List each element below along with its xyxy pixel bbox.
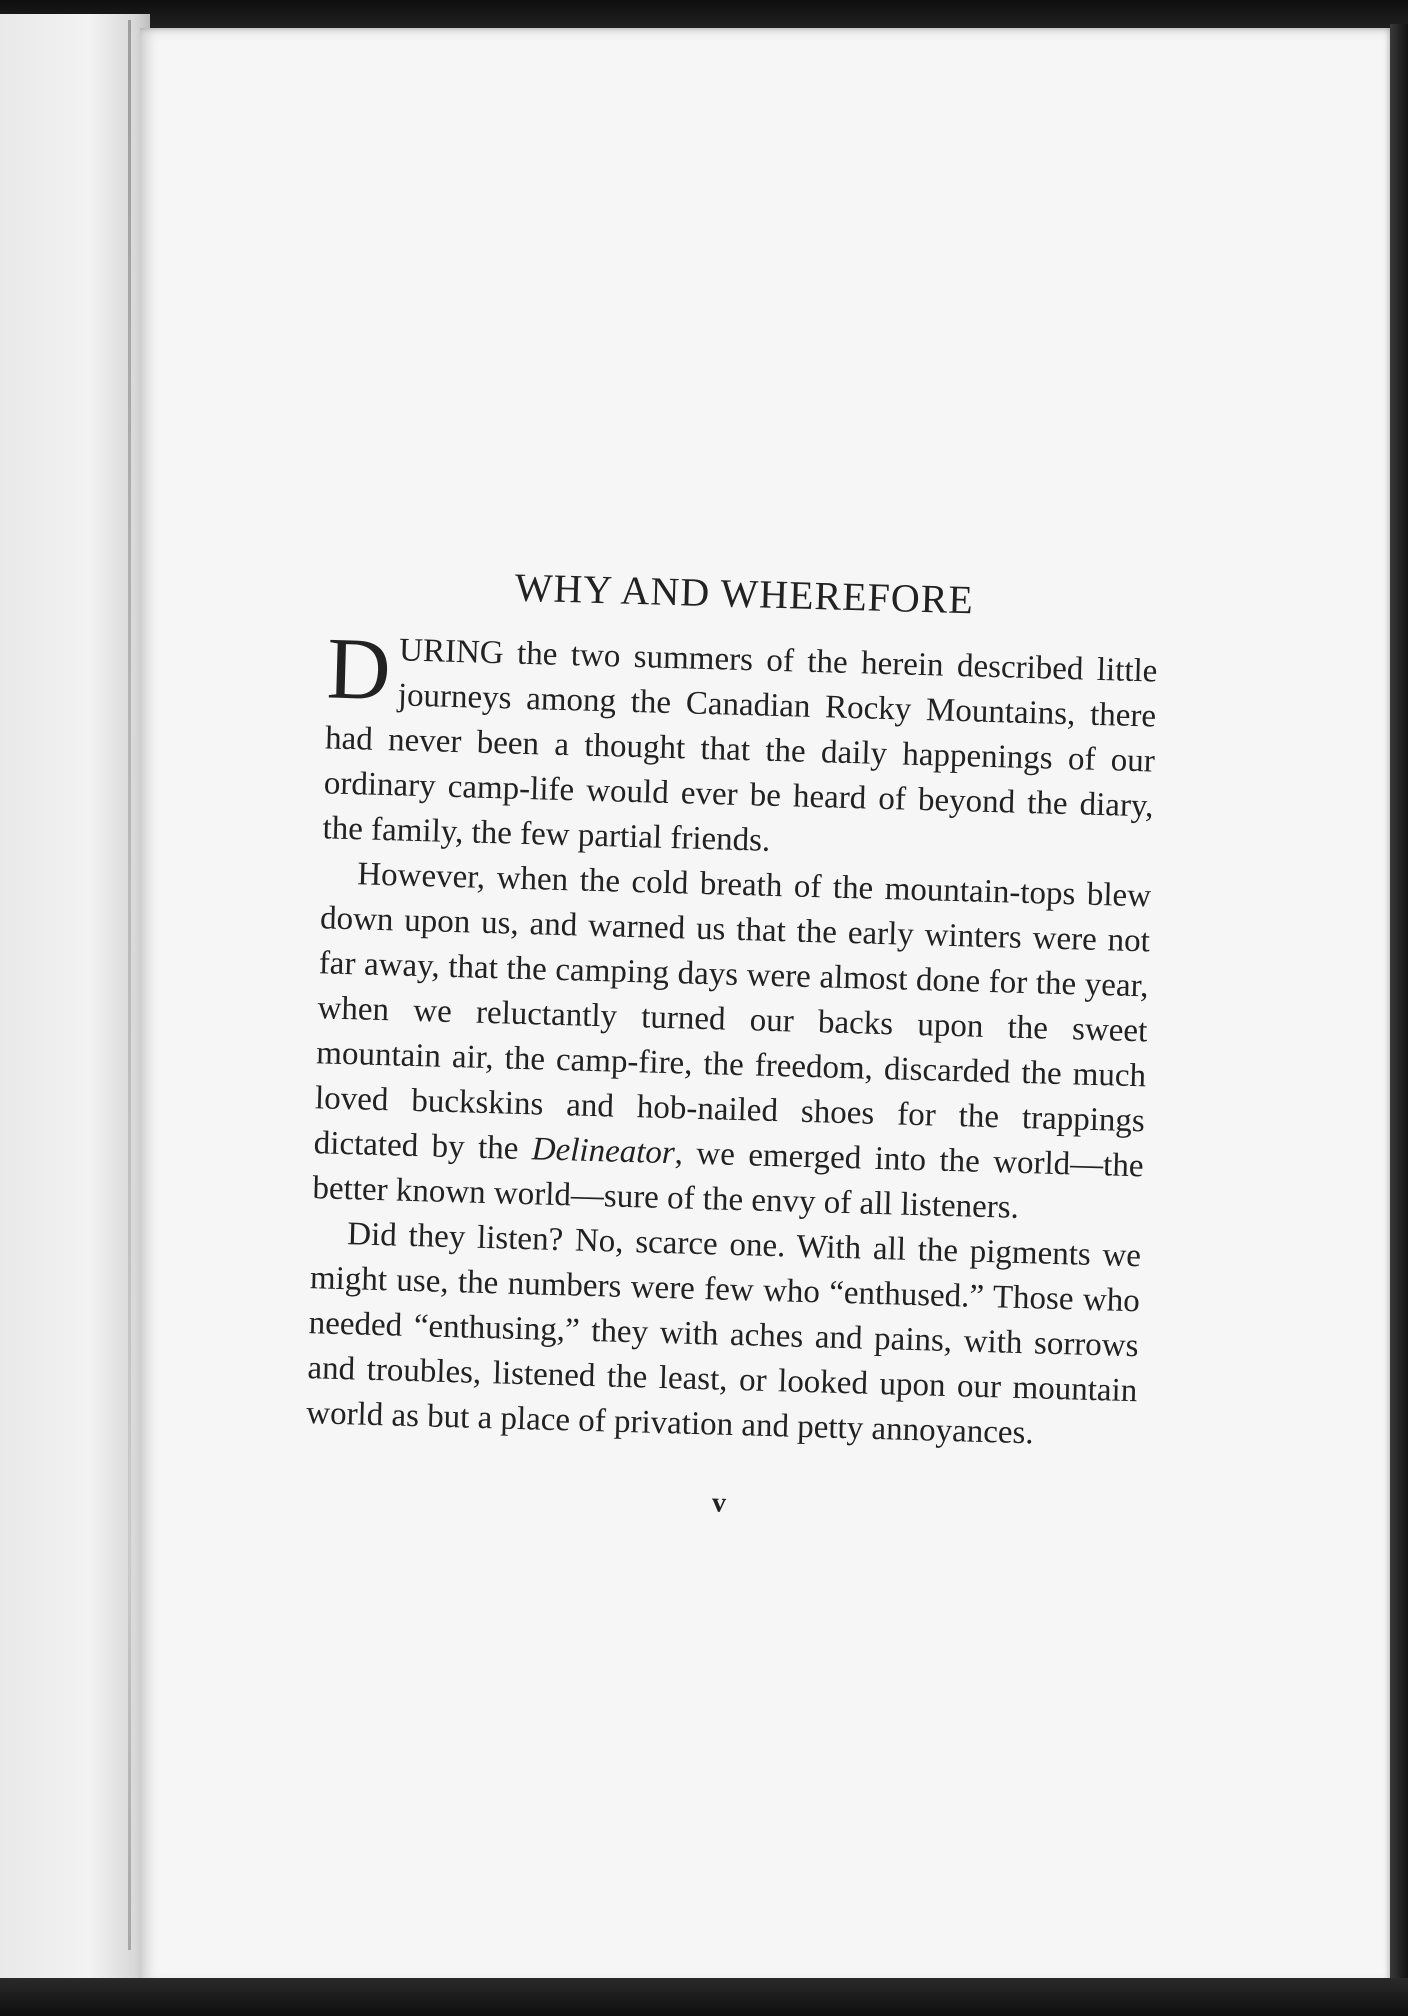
gutter-shadow (128, 20, 131, 1950)
scan-right-border (1390, 24, 1408, 1984)
scan-bottom-border (0, 1978, 1408, 2016)
paragraph-2-italic: Delineator (531, 1131, 676, 1172)
paragraph-3: Did they listen? No, scarce one. With all the pigments we might use, the numbers were few who “enthused.” Those who needed “enthusing,” they with aches and pains, with sorrows and troubles, listened the least, or looked upon our mountain world as but a place of privation and petty annoyances. (305, 1216, 1142, 1452)
scan-top-border (0, 0, 1408, 30)
paragraph-2 (312, 851, 1152, 1234)
drop-cap: D (325, 620, 392, 720)
paragraph-2-text-before: However, when the cold breath of the mountain-tops blew down upon us, and warned us that the early winters were not far away, that the camping days were almost done for the year, when we reluctantly turned our backs upon the sweet mountain air, the camp-fire, the freedom, discarded the much loved buckskins and hob-nailed shoes for the trappings dictated by the (313, 856, 1152, 1168)
paragraph-1-text: URING the two summers of the herein described little journeys among the Canadian Rocky Mountains, there had never been a thought that the daily happenings of our ordinary camp-life would ever be heard of beyond the diary, the family, the few partial friends. (322, 632, 1158, 859)
page-number: v (711, 1487, 727, 1519)
paragraph-2-text-after: , we emerged into the world—the better known world—sure of the envy of all listeners. (312, 1135, 1144, 1226)
paragraph-1 (322, 620, 1158, 874)
page-text (304, 558, 1160, 1531)
chapter-heading: WHY AND WHEREFORE (514, 564, 975, 623)
